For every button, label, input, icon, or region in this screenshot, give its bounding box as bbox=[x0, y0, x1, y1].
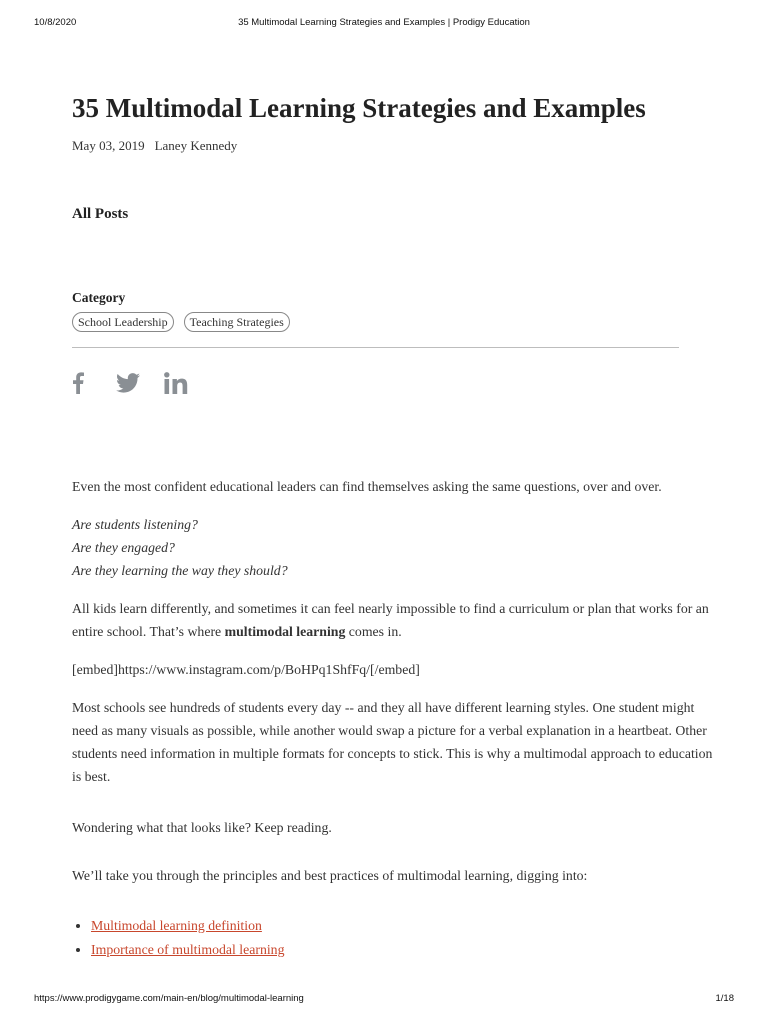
print-header bbox=[0, 17, 768, 31]
article-body bbox=[72, 475, 714, 962]
print-date: 10/8/2020 bbox=[34, 17, 77, 28]
social-share-bar bbox=[72, 372, 188, 399]
article-title: 35 Multimodal Learning Strategies and Examples bbox=[72, 93, 646, 123]
print-page-number: 1/18 bbox=[715, 993, 734, 1004]
category-tags bbox=[72, 312, 290, 332]
list-item bbox=[91, 914, 714, 938]
paragraph-multimodal-intro bbox=[72, 597, 714, 643]
all-posts-link[interactable]: All Posts bbox=[72, 206, 129, 222]
question-3: Are they learning the way they should? bbox=[72, 563, 288, 578]
divider bbox=[72, 347, 679, 348]
print-footer bbox=[0, 993, 768, 1007]
question-2: Are they engaged? bbox=[72, 540, 175, 555]
question-1: Are students listening? bbox=[72, 517, 198, 532]
article-meta bbox=[72, 138, 237, 154]
tag-school-leadership[interactable]: School Leadership bbox=[72, 312, 174, 332]
bold-multimodal-learning: multimodal learning bbox=[224, 624, 346, 639]
intro-paragraph: Even the most confident educational leaders can find themselves asking the same questions, over and over. bbox=[72, 479, 662, 494]
link-importance-multimodal[interactable]: Importance of multimodal learning bbox=[91, 942, 285, 957]
facebook-icon[interactable] bbox=[72, 372, 84, 399]
paragraph-toc-intro: We’ll take you through the principles and best practices of multimodal learning, digging into: bbox=[72, 868, 588, 883]
toc-list bbox=[72, 914, 714, 962]
list-item bbox=[91, 938, 714, 962]
print-url: https://www.prodigygame.com/main-en/blog/multimodal-learning bbox=[34, 993, 304, 1004]
publish-date: May 03, 2019 bbox=[72, 138, 145, 153]
twitter-icon[interactable] bbox=[116, 373, 140, 398]
category-label: Category bbox=[72, 290, 126, 305]
text-run: All kids learn differently, and sometimes it can feel nearly impossible to find a curriculum or plan that works for an entire school. That’s where bbox=[72, 601, 709, 639]
author-link[interactable]: Laney Kennedy bbox=[154, 138, 238, 153]
text-run: comes in. bbox=[345, 624, 402, 639]
linkedin-icon[interactable] bbox=[164, 372, 188, 399]
tag-teaching-strategies[interactable]: Teaching Strategies bbox=[184, 312, 290, 332]
link-multimodal-definition[interactable]: Multimodal learning definition bbox=[91, 918, 262, 933]
embed-shortcode: [embed]https://www.instagram.com/p/BoHPq1ShfFq/[/embed] bbox=[72, 662, 420, 677]
print-page-title: 35 Multimodal Learning Strategies and Examples | Prodigy Education bbox=[238, 17, 530, 28]
paragraph-keep-reading: Wondering what that looks like? Keep reading. bbox=[72, 820, 332, 835]
paragraph-learning-styles: Most schools see hundreds of students every day -- and they all have different learning styles. One student might need as many visuals as possible, while another would swap a picture for a verbal explanation in a heartbeat. Other students need information in multiple formats for concepts to stick. This is why a multimodal approach to education is best. bbox=[72, 700, 713, 784]
